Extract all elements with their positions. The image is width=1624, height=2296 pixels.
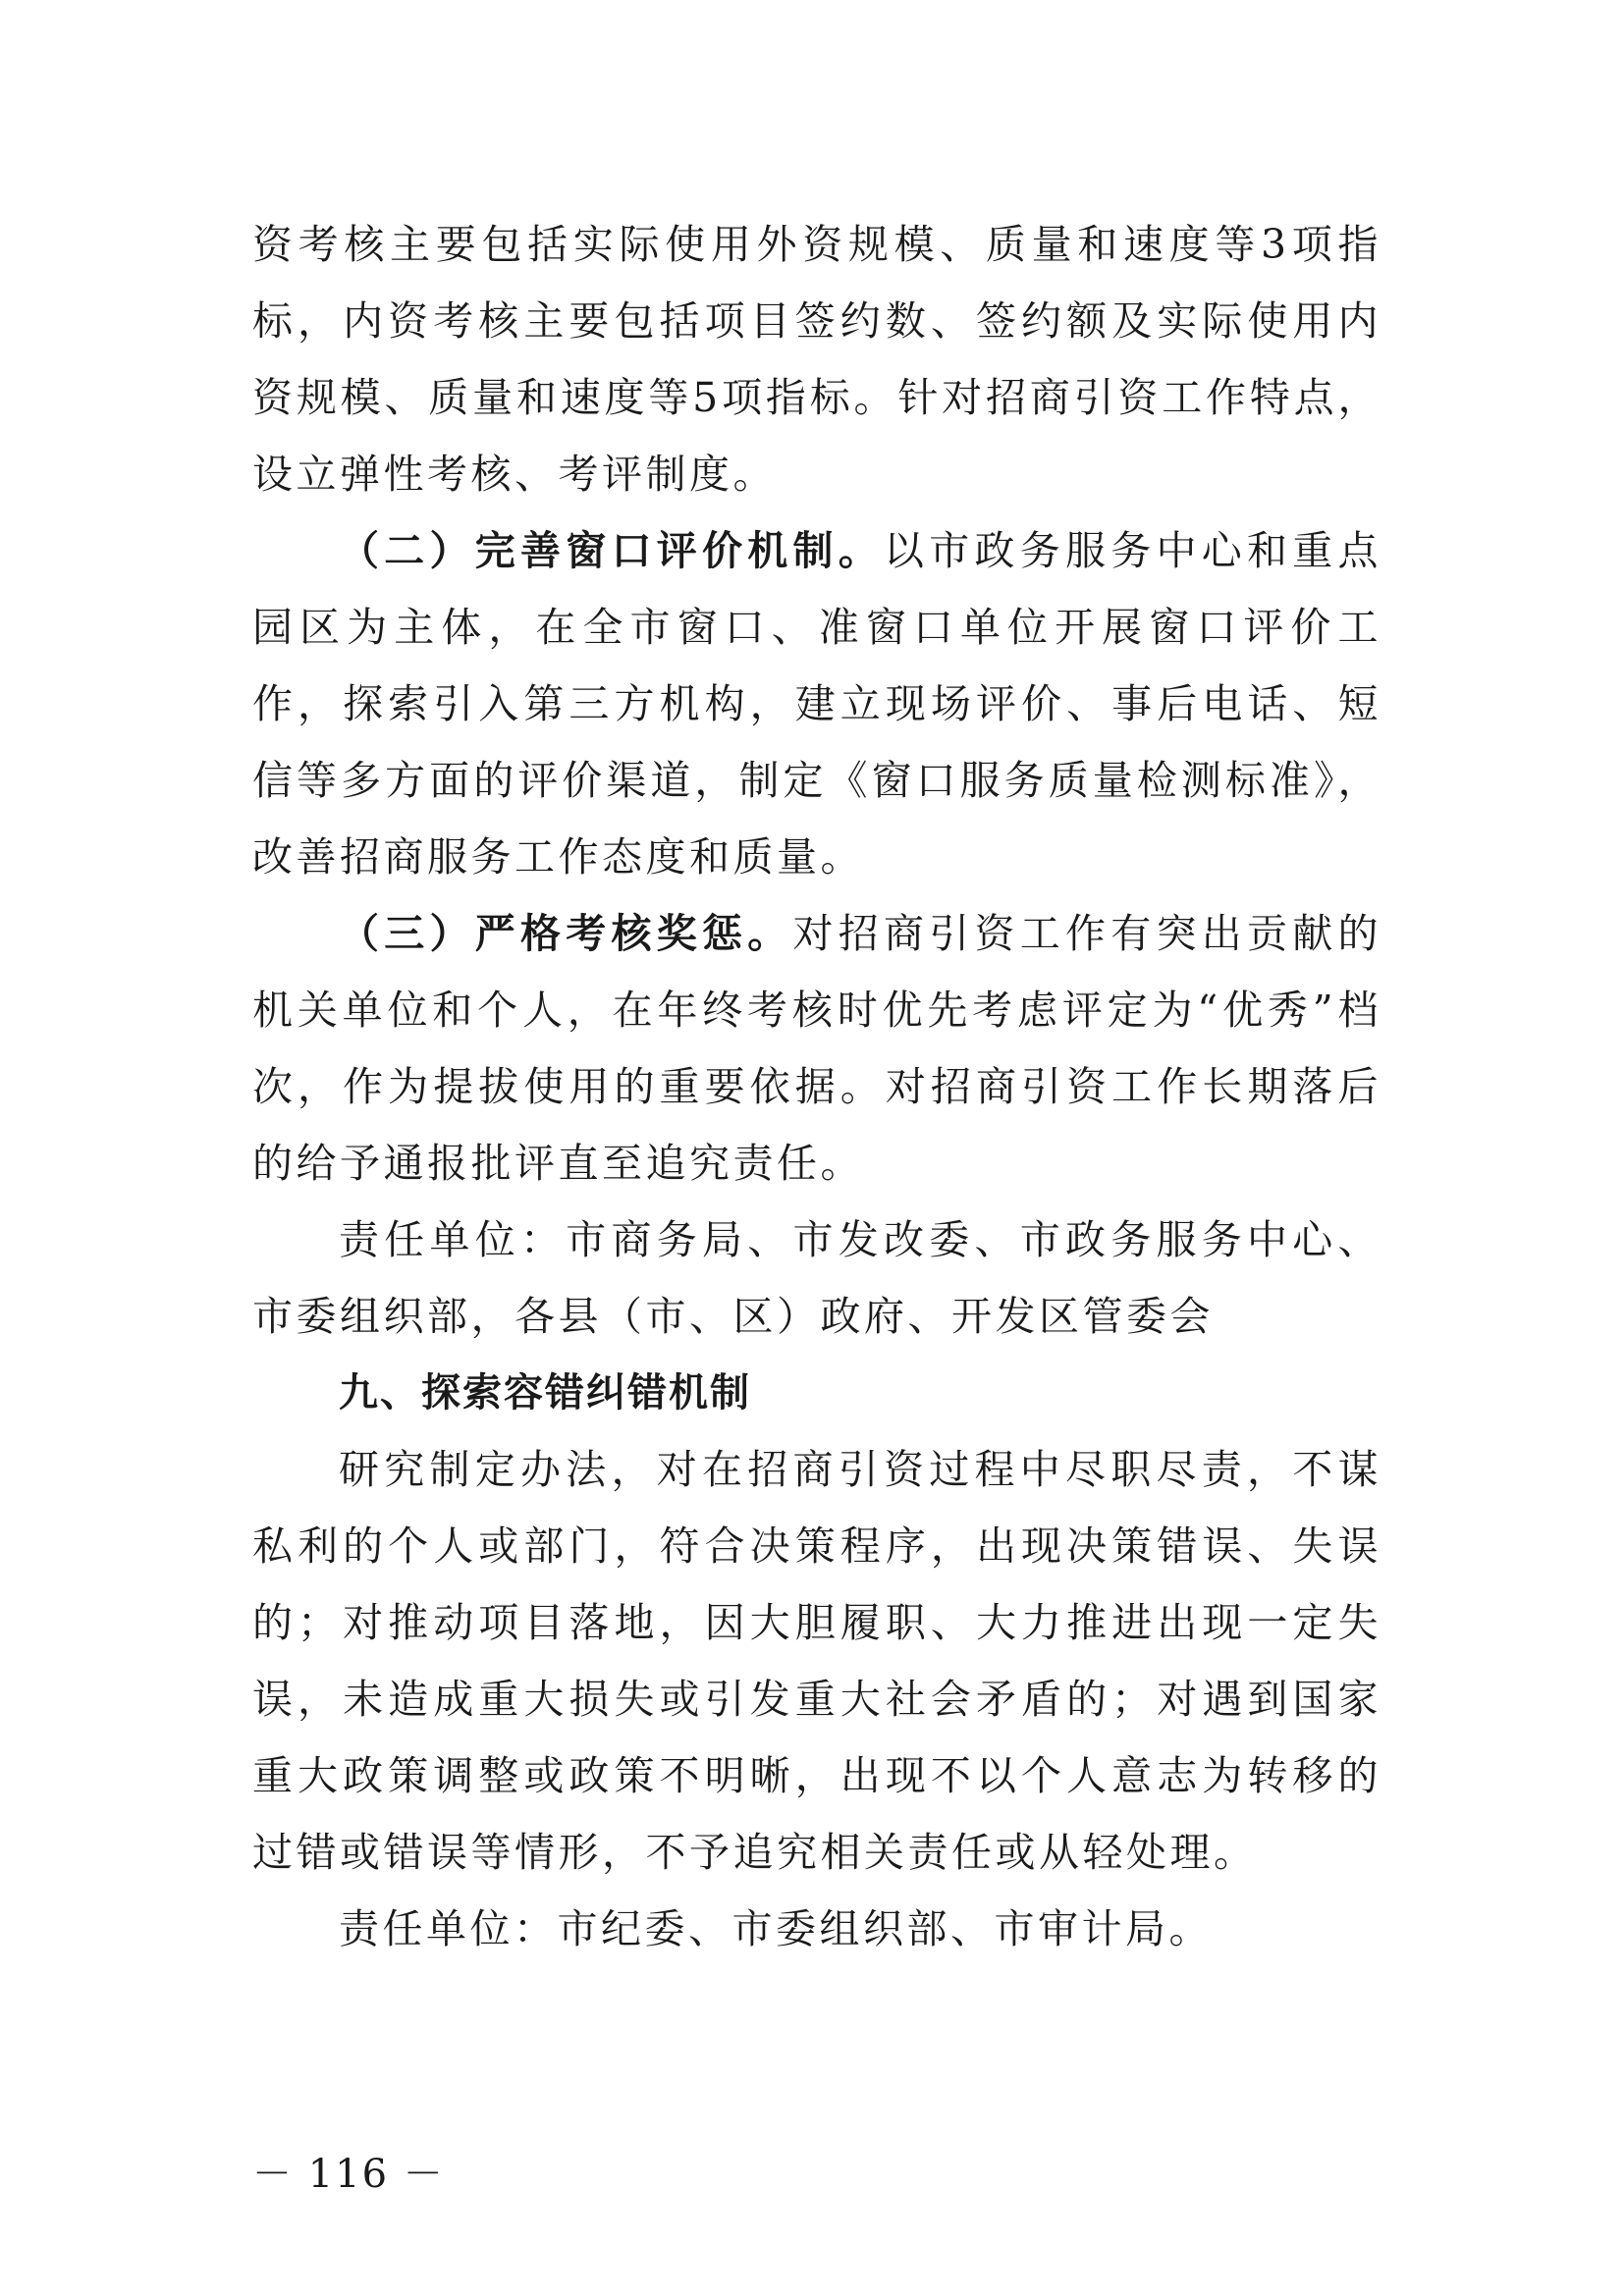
paragraph-window-evaluation-lead: （二）完善窗口评价机制。 xyxy=(339,527,884,574)
paragraph-rewards-penalties-lead: （三）严格考核奖惩。 xyxy=(339,910,793,957)
paragraph-rewards-penalties xyxy=(252,895,1381,1201)
section-heading: 九、探索容错纠错机制 xyxy=(339,1370,751,1415)
paragraph-continuation-text: 资考核主要包括实际使用外资规模、质量和速度等3项指标，内资考核主要包括项目签约数、签约额及实际使用内资规模、质量和速度等5项指标。针对招商引资工作特点，设立弹性考核、考评制度。 xyxy=(252,221,1381,498)
responsible-units-2-text: 责任单位：市纪委、市委组织部、市审计局。 xyxy=(339,1905,1213,1952)
document-body xyxy=(252,206,1381,1967)
paragraph-fault-tolerance-text: 研究制定办法，对在招商引资过程中尽职尽责，不谋私利的个人或部门，符合决策程序，出现决策错误、失误的；对推动项目落地，因大胆履职、大力推进出现一定失误，未造成重大损失或引发重大社会矛盾的；对遇到国家重大政策调整或政策不明晰，出现不以个人意志为转移的过错或错误等情形，不予追究相关责任或从轻处理。 xyxy=(252,1446,1381,1876)
page-number: － 116 － xyxy=(252,2152,445,2197)
paragraph-fault-tolerance xyxy=(252,1431,1381,1891)
paragraph-rewards-penalties-body: 对招商引资工作有突出贡献的机关单位和个人，在年终考核时优先考虑评定为“优秀”档次，作为提拔使用的重要依据。对招商引资工作长期落后的给予通报批评直至追究责任。 xyxy=(252,910,1381,1187)
responsible-units-1 xyxy=(252,1201,1381,1355)
responsible-units-2 xyxy=(252,1891,1381,1967)
paragraph-continuation xyxy=(252,206,1381,512)
paragraph-window-evaluation xyxy=(252,512,1381,895)
responsible-units-1-text: 责任单位：市商务局、市发改委、市政务服务中心、市委组织部，各县（市、区）政府、开发区管委会 xyxy=(252,1216,1381,1340)
paragraph-window-evaluation-body: 以市政务服务中心和重点园区为主体，在全市窗口、准窗口单位开展窗口评价工作，探索引入第三方机构，建立现场评价、事后电话、短信等多方面的评价渠道，制定《窗口服务质量检测标准》，改善招商服务工作态度和质量。 xyxy=(252,527,1381,881)
